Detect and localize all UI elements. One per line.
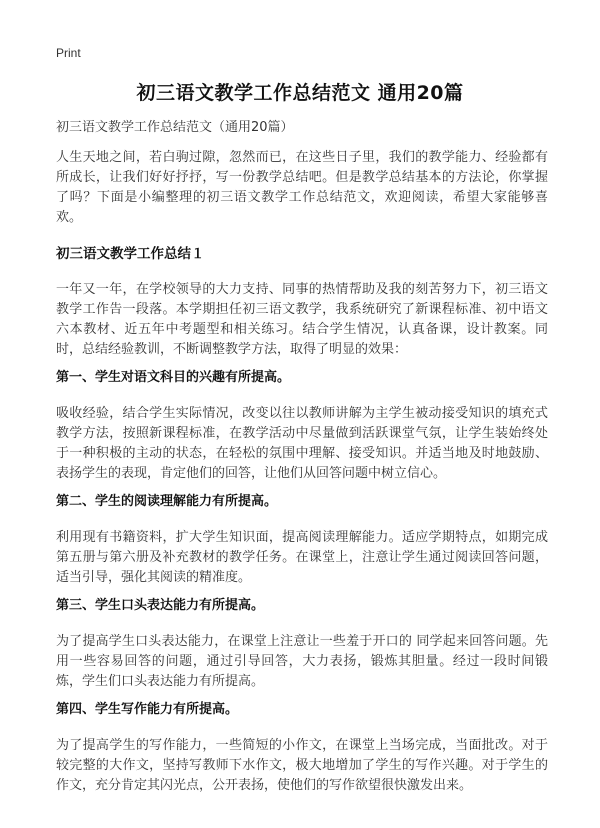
- point-body-4: 为了提高学生的写作能力，一些简短的小作文，在课堂上当场完成，当面批改。对于较完整的大作文，坚持写教师下水作文，极大地增加了学生的写作兴趣。对于学生的作文，充分肯定其闪光点，公开表扬，使他们的写作欲望很快激发出来。: [56, 738, 548, 793]
- point-body-3: 为了提高学生口头表达能力，在课堂上注意让一些羞于开口的 同学起来回答问题。先用一些容易回答的问题，通过引导回答，大力表扬，锻炼其胆量。经过一段时间锻炼，学生们口头表达能力有所提高。: [56, 634, 548, 689]
- point-body-1: 吸收经验，结合学生实际情况，改变以往以教师讲解为主学生被动接受知识的填充式教学方法，按照新课程标准，在教学活动中尽量做到活跃课堂气氛，让学生装始终处于一种积极的主动的状态，在轻松的氛围中理解、接受知识。并适当地及时地鼓励、表扬学生的表现，肯定他们的回答，让他们从回答问题中树立信心。: [56, 406, 548, 481]
- point-heading-1: 第一、学生对语文科目的兴趣有所提高。: [56, 370, 291, 385]
- intro-paragraph: 人生天地之间，若白驹过隙，忽然而已，在这些日子里，我们的教学能力、经验都有所成长，让我们好好抒抒，写一份教学总结吧。但是教学总结基本的方法论，你掌握了吗？下面是小编整理的初三语文教学工作总结范文，欢迎阅读，希望大家能够喜欢。: [56, 150, 548, 225]
- point-body-2: 利用现有书籍资料，扩大学生知识面，提高阅读理解能力。适应学期特点，如期完成第五册与第六册及补充教材的教学任务。在课堂上，注意让学生通过阅读回答问题，适当引导，强化其阅读的精准度。: [56, 530, 548, 585]
- document-subtitle: 初三语文教学工作总结范文（通用20篇）: [56, 120, 294, 135]
- point-heading-2: 第二、学生的阅读理解能力有所提高。: [56, 494, 278, 509]
- document-body: [56, 118, 548, 796]
- point-heading-3: 第三、学生口头表达能力有所提高。: [56, 598, 265, 613]
- section-intro-paragraph: 一年又一年，在学校领导的大力支持、同事的热情帮助及我的刻苦努力下，初三语文教学工作告一段落。本学期担任初三语文教学，我系统研究了新课程标准、初中语文六本教材、近五年中考题型和相关练习。结合学生情况，认真备课，设计教案。同时，总结经验教训，不断调整教学方法，取得了明显的效果：: [56, 282, 548, 357]
- print-link[interactable]: Print: [56, 46, 81, 60]
- point-heading-4: 第四、学生写作能力有所提高。: [56, 702, 239, 717]
- page-title: 初三语文教学工作总结范文 通用20篇: [136, 82, 464, 104]
- section-heading: 初三语文教学工作总结１: [56, 246, 205, 262]
